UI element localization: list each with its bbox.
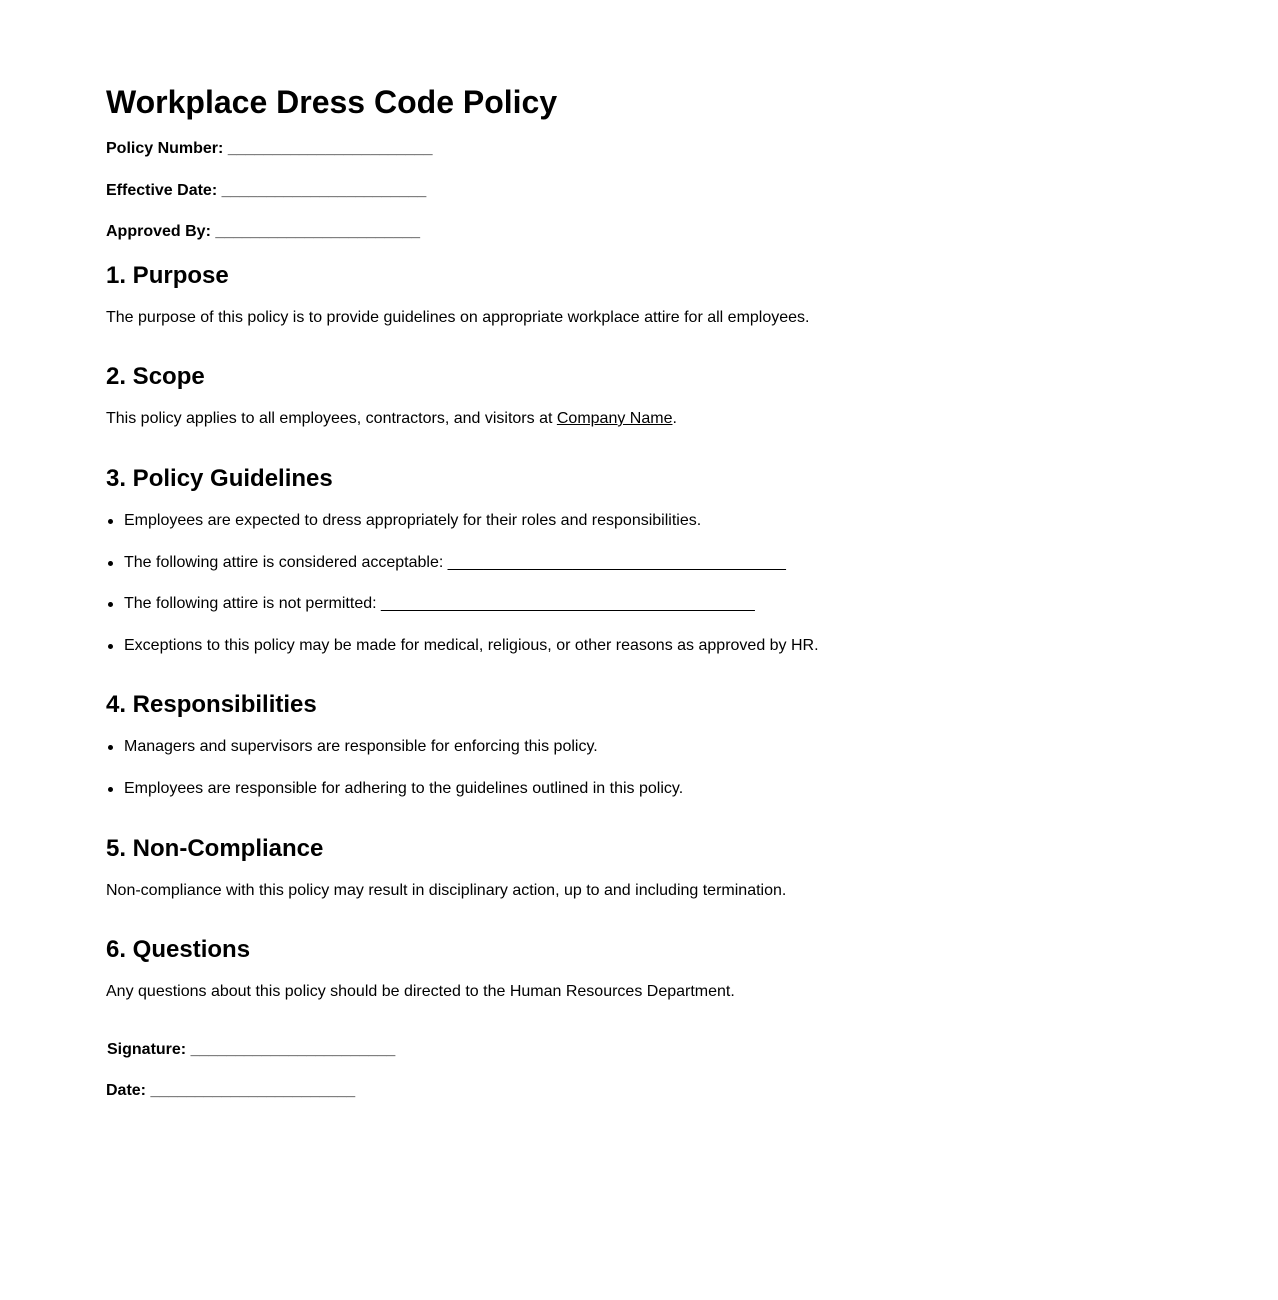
responsibilities-list <box>106 737 683 820</box>
document-title: Workplace Dress Code Policy <box>106 84 558 120</box>
date-label: Date: <box>106 1082 147 1099</box>
purpose-text: The purpose of this policy is to provide guidelines on appropriate workplace attire for all employees. <box>106 309 810 326</box>
list-item: Employees are responsible for adhering to the guidelines outlined in this policy. <box>106 779 683 799</box>
approved-by-label: Approved By: <box>106 223 211 240</box>
guidelines-heading: 3. Policy Guidelines <box>106 465 333 492</box>
date-field <box>106 1081 355 1101</box>
scope-text-after: . <box>672 410 677 427</box>
purpose-heading: 1. Purpose <box>106 262 229 289</box>
policy-number-label: Policy Number: <box>106 140 224 157</box>
signature-label: Signature: <box>107 1041 187 1058</box>
signature-field <box>107 1040 395 1060</box>
effective-date-blank: _______________________ <box>221 182 427 199</box>
questions-heading: 6. Questions <box>106 936 251 963</box>
responsibilities-heading: 4. Responsibilities <box>106 691 317 718</box>
list-item: The following attire is considered acceptable: ______________________________________ <box>106 553 819 573</box>
scope-heading: 2. Scope <box>106 363 205 390</box>
guidelines-list <box>106 511 819 678</box>
list-item: Managers and supervisors are responsible for enforcing this policy. <box>106 737 683 757</box>
non-compliance-text: Non-compliance with this policy may result in disciplinary action, up to and including termination. <box>106 882 787 899</box>
policy-number-field <box>106 139 432 159</box>
approved-by-field <box>106 222 420 242</box>
list-item: The following attire is not permitted: __________________________________________ <box>106 594 819 614</box>
signature-blank: _______________________ <box>190 1041 396 1058</box>
approved-by-blank: _______________________ <box>215 223 421 240</box>
effective-date-label: Effective Date: <box>106 182 218 199</box>
list-item: Employees are expected to dress appropriately for their roles and responsibilities. <box>106 511 819 531</box>
questions-text: Any questions about this policy should be directed to the Human Resources Department. <box>106 983 735 1000</box>
list-item: Exceptions to this policy may be made for medical, religious, or other reasons as approved by HR. <box>106 636 819 656</box>
scope-text <box>106 409 677 429</box>
company-name-link: Company Name <box>556 410 673 427</box>
non-compliance-heading: 5. Non-Compliance <box>106 835 324 862</box>
policy-number-blank: _______________________ <box>227 140 433 157</box>
effective-date-field <box>106 181 426 201</box>
date-blank: _______________________ <box>150 1082 356 1099</box>
scope-text-before: This policy applies to all employees, contractors, and visitors at <box>106 410 557 427</box>
